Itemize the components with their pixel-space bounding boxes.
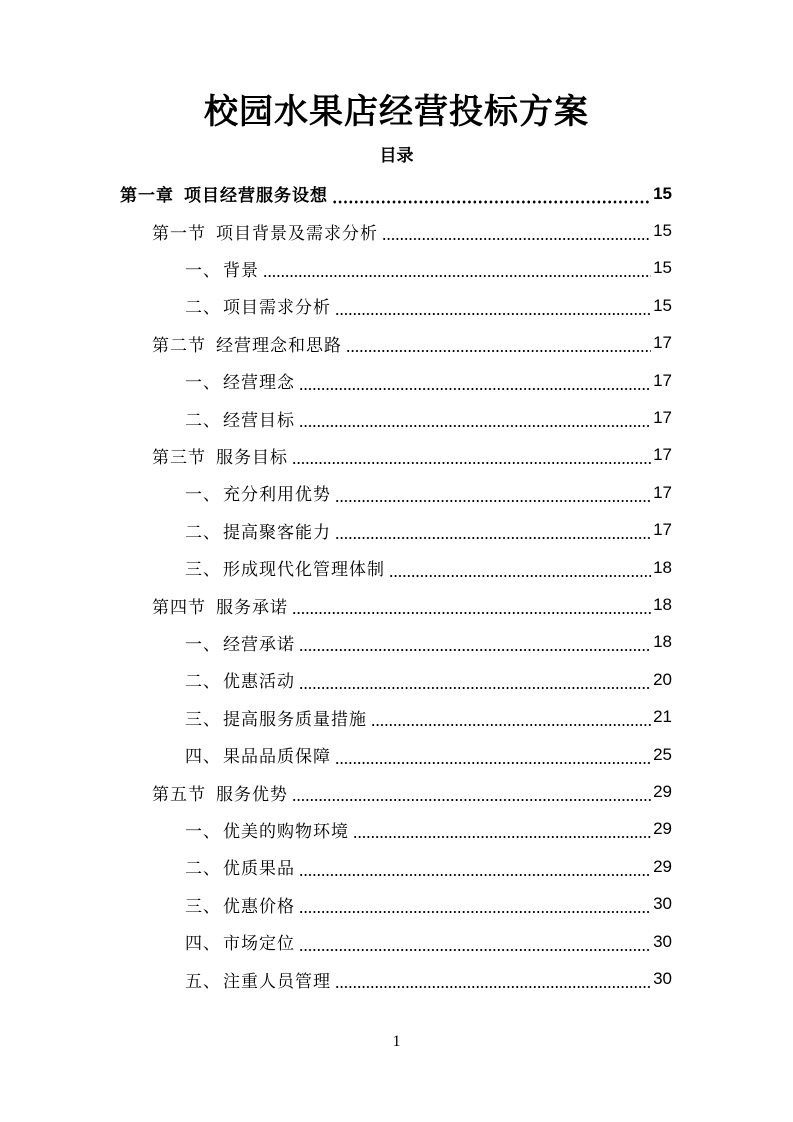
toc-entry-label bbox=[185, 256, 259, 281]
toc-entry-page: 21 bbox=[653, 707, 672, 727]
toc-entry-number: 四、 bbox=[185, 747, 221, 768]
toc-entry-number: 第四节 bbox=[152, 597, 206, 618]
dot-leader bbox=[299, 414, 651, 428]
dot-leader bbox=[299, 676, 651, 690]
toc-entry-page: 17 bbox=[653, 445, 672, 465]
dot-leader bbox=[299, 638, 651, 652]
toc-entry-label bbox=[185, 518, 331, 543]
toc-subsection-entry[interactable] bbox=[185, 960, 672, 997]
toc-entry-number: 一、 bbox=[185, 821, 221, 842]
toc-entry-label bbox=[185, 967, 331, 992]
toc-entry-page: 30 bbox=[653, 931, 672, 951]
dot-leader bbox=[335, 526, 651, 540]
toc-entry-text: 经营承诺 bbox=[223, 634, 295, 655]
toc-subsection-entry[interactable] bbox=[185, 736, 672, 773]
toc-subsection-entry[interactable] bbox=[185, 661, 672, 698]
dot-leader bbox=[292, 451, 651, 465]
toc-entry-page: 30 bbox=[653, 969, 672, 989]
dot-leader bbox=[263, 264, 651, 278]
toc-entry-label bbox=[185, 293, 331, 318]
toc-entry-page: 29 bbox=[653, 782, 672, 802]
toc-entry-text: 服务优势 bbox=[216, 784, 288, 805]
toc-entry-text: 果品品质保障 bbox=[223, 747, 331, 768]
toc-entry-text: 注重人员管理 bbox=[223, 971, 331, 992]
toc-entry-page: 17 bbox=[653, 370, 672, 390]
toc-entry-page: 15 bbox=[653, 258, 672, 278]
toc-section-entry[interactable] bbox=[152, 773, 672, 810]
page-number: 1 bbox=[392, 1033, 401, 1050]
toc-entry-number: 三、 bbox=[185, 709, 221, 730]
dot-leader bbox=[299, 863, 651, 877]
dot-leader bbox=[292, 601, 651, 615]
dot-leader bbox=[335, 302, 651, 316]
toc-entry-text: 经营理念和思路 bbox=[216, 335, 342, 356]
toc-subsection-entry[interactable] bbox=[185, 699, 672, 736]
toc-entry-page: 20 bbox=[653, 669, 672, 689]
toc-entry-number: 第五节 bbox=[152, 784, 206, 805]
toc-entry-text: 市场定位 bbox=[223, 934, 295, 955]
toc-subsection-entry[interactable] bbox=[185, 512, 672, 549]
toc-entry-number: 三、 bbox=[185, 560, 221, 581]
toc-entry-label bbox=[185, 705, 367, 730]
toc-subsection-entry[interactable] bbox=[185, 549, 672, 586]
dot-leader bbox=[335, 751, 651, 765]
toc-entry-number: 五、 bbox=[185, 971, 221, 992]
toc-entry-number: 一、 bbox=[185, 373, 221, 394]
dot-leader bbox=[371, 713, 651, 727]
toc-entry-label bbox=[152, 780, 288, 805]
toc-entry-number: 一、 bbox=[185, 260, 221, 281]
toc-entry-text: 经营目标 bbox=[223, 410, 295, 431]
dot-leader bbox=[332, 190, 651, 204]
toc-entry-label bbox=[152, 593, 288, 618]
toc-entry-text: 服务承诺 bbox=[216, 597, 288, 618]
toc-entry-label bbox=[185, 630, 295, 655]
toc-entry-label bbox=[185, 817, 349, 842]
toc-subsection-entry[interactable] bbox=[185, 811, 672, 848]
dot-leader bbox=[299, 938, 651, 952]
toc-entry-text: 优质果品 bbox=[223, 859, 295, 880]
toc-entry-label bbox=[185, 555, 385, 580]
toc-entry-label bbox=[185, 406, 295, 431]
toc-entry-text: 优惠活动 bbox=[223, 672, 295, 693]
toc-entry-label bbox=[120, 181, 328, 206]
dot-leader bbox=[382, 227, 651, 241]
toc-entry-label bbox=[185, 854, 295, 879]
toc-entry-text: 项目背景及需求分析 bbox=[216, 223, 378, 244]
toc-entry-page: 15 bbox=[653, 295, 672, 315]
toc-entry-label bbox=[185, 929, 295, 954]
toc-section-entry[interactable] bbox=[152, 586, 672, 623]
dot-leader bbox=[389, 564, 651, 578]
toc-subsection-entry[interactable] bbox=[185, 923, 672, 960]
toc-entry-number: 二、 bbox=[185, 859, 221, 880]
toc-entry-page: 15 bbox=[653, 221, 672, 241]
toc-entry-number: 一、 bbox=[185, 634, 221, 655]
dot-leader bbox=[292, 788, 651, 802]
toc-entry-label bbox=[185, 742, 331, 767]
toc-entry-number: 三、 bbox=[185, 896, 221, 917]
toc-entry-text: 充分利用优势 bbox=[223, 485, 331, 506]
toc-entry-page: 18 bbox=[653, 595, 672, 615]
toc-entry-number: 一、 bbox=[185, 485, 221, 506]
toc-entry-page: 17 bbox=[653, 333, 672, 353]
dot-leader bbox=[335, 489, 651, 503]
toc-entry-number: 第三节 bbox=[152, 447, 206, 468]
dot-leader bbox=[299, 377, 651, 391]
toc-subsection-entry[interactable] bbox=[185, 399, 672, 436]
dot-leader bbox=[335, 975, 651, 989]
toc-entry-text: 背景 bbox=[223, 260, 259, 281]
toc-subsection-entry[interactable] bbox=[185, 474, 672, 511]
toc-entry-text: 形成现代化管理体制 bbox=[223, 560, 385, 581]
toc-section-entry[interactable] bbox=[152, 212, 672, 249]
dot-leader bbox=[299, 900, 651, 914]
toc-subsection-entry[interactable] bbox=[185, 250, 672, 287]
toc-subsection-entry[interactable] bbox=[185, 362, 672, 399]
toc-entry-page: 17 bbox=[653, 408, 672, 428]
toc-section-entry[interactable] bbox=[152, 325, 672, 362]
toc-entry-number: 二、 bbox=[185, 298, 221, 319]
toc-entry-number: 二、 bbox=[185, 410, 221, 431]
toc-entry-label bbox=[185, 480, 331, 505]
toc-entry-label bbox=[152, 443, 288, 468]
toc-entry-text: 经营理念 bbox=[223, 373, 295, 394]
dot-leader bbox=[353, 825, 651, 839]
toc-entry-page: 18 bbox=[653, 557, 672, 577]
toc-subsection-entry[interactable] bbox=[185, 624, 672, 661]
toc-entry-number: 四、 bbox=[185, 934, 221, 955]
toc-entry-page: 25 bbox=[653, 744, 672, 764]
toc-entry-page: 18 bbox=[653, 632, 672, 652]
toc-entry-label bbox=[185, 667, 295, 692]
toc-subsection-entry[interactable] bbox=[185, 848, 672, 885]
dot-leader bbox=[346, 339, 651, 353]
toc-entry-text: 优美的购物环境 bbox=[223, 821, 349, 842]
toc-entry-text: 提高聚客能力 bbox=[223, 522, 331, 543]
toc-subsection-entry[interactable] bbox=[185, 287, 672, 324]
toc-entry-text: 提高服务质量措施 bbox=[223, 709, 367, 730]
toc-entry-page: 29 bbox=[653, 819, 672, 839]
toc-entry-text: 项目需求分析 bbox=[223, 298, 331, 319]
toc-entry-label bbox=[185, 368, 295, 393]
toc-entry-number: 二、 bbox=[185, 672, 221, 693]
toc-heading: 目录 bbox=[379, 146, 414, 166]
toc-entry-number: 第一章 bbox=[120, 186, 174, 207]
toc-entry-page: 17 bbox=[653, 482, 672, 502]
toc-entry-text: 优惠价格 bbox=[223, 896, 295, 917]
toc-entry-text: 服务目标 bbox=[216, 447, 288, 468]
toc-entry-page: 17 bbox=[653, 520, 672, 540]
toc-entry-label bbox=[152, 331, 342, 356]
toc-entry-number: 第一节 bbox=[152, 223, 206, 244]
toc-entry-page: 15 bbox=[653, 183, 672, 203]
toc-subsection-entry[interactable] bbox=[185, 886, 672, 923]
document-title: 校园水果店经营投标方案 bbox=[204, 92, 589, 132]
toc-entry-text: 项目经营服务设想 bbox=[184, 186, 328, 207]
toc-entry-label bbox=[152, 219, 378, 244]
toc-entry-page: 29 bbox=[653, 856, 672, 876]
toc-entry-number: 第二节 bbox=[152, 335, 206, 356]
toc-entry-number: 二、 bbox=[185, 522, 221, 543]
toc-section-entry[interactable] bbox=[152, 437, 672, 474]
toc-entry-page: 30 bbox=[653, 894, 672, 914]
toc-chapter-entry[interactable] bbox=[120, 175, 672, 212]
toc-entry-label bbox=[185, 892, 295, 917]
